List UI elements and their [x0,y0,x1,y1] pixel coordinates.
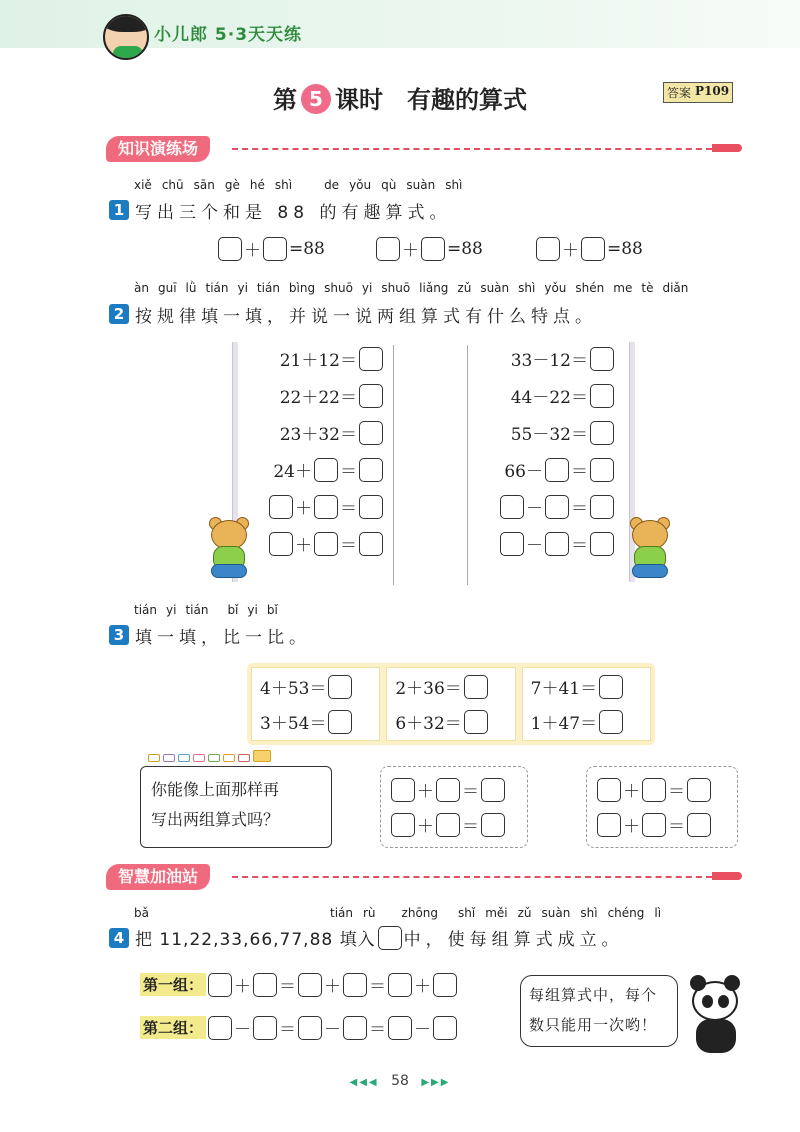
equation: ＋ ＝ [269,494,383,519]
answer-box[interactable] [545,495,569,519]
q4-pinyin [330,906,661,920]
pinyin: shì [274,178,293,192]
equation: － ＝ [500,531,614,556]
pinyin: tián [205,281,229,295]
lesson-number-badge: 5 [301,84,331,114]
answer-box[interactable] [433,973,457,997]
equation [280,383,383,408]
pinyin: xiě [134,178,152,192]
title-prefix: 第 [273,86,297,114]
answer-box[interactable] [597,778,621,802]
answer-box[interactable] [298,1016,322,1040]
answer-box[interactable] [545,532,569,556]
pinyin: shì [580,906,598,920]
pinyin: yǒu [544,281,567,295]
answer-box[interactable] [328,710,352,734]
equation [260,674,379,699]
equation-text: 2＋36＝ [395,679,462,699]
answer-box[interactable] [263,237,287,261]
q1-pinyin [134,178,462,192]
answer-box[interactable] [218,237,242,261]
pinyin: qù [381,178,397,192]
equation-text: 66－ [504,462,543,482]
pinyin: yǒu [349,178,372,192]
pinyin: zhōng [401,906,439,920]
pinyin: shì [445,178,463,192]
equation [395,674,514,699]
answer-box[interactable] [687,778,711,802]
pinyin: suàn [480,281,510,295]
equation: 24＋ ＝ [273,457,383,482]
pinyin: bǐ [266,603,278,617]
equation-text: 6＋32＝ [395,714,462,734]
pinyin: lì [654,906,662,920]
equation: ＋ =88 [536,236,643,261]
train-icon [148,754,271,762]
equation-text: 33－12＝ [510,351,588,371]
question-number: 1 [109,200,129,220]
pinyin: chū [161,178,184,192]
right-arrows-icon: ▶▶▶ [421,1077,451,1088]
group-one-equation: 第一组： ＋ ＝ ＋ ＝ ＋ [140,972,457,997]
answer-box[interactable] [599,675,623,699]
equation-text: 3＋54＝ [260,714,327,734]
answer-label: 答案 [667,86,692,100]
answer-box[interactable] [314,458,338,482]
mascot-boy-icon [103,14,149,60]
section-divider [232,148,712,150]
answer-box[interactable] [208,1016,232,1040]
answer-box[interactable] [642,778,666,802]
answer-box[interactable] [269,532,293,556]
pinyin: měi [485,906,508,920]
answer-box[interactable] [376,237,400,261]
right-column-rule [467,345,468,585]
section-banner-practice: 知识演练场 [106,136,210,162]
equation [511,420,614,445]
compare-group [386,667,515,741]
equation [280,346,383,371]
answer-box[interactable] [314,495,338,519]
equation-text: 7＋41＝ [530,679,598,699]
answer-box[interactable] [642,813,666,837]
equation: 66－ ＝ [504,457,614,482]
answer-box[interactable] [359,532,383,556]
question-text [135,925,624,950]
answer-box[interactable] [436,778,460,802]
answer-box[interactable] [599,710,623,734]
compare-group [251,667,380,741]
equation-text: 22＋22＝ [279,388,357,408]
equation: ＋ =88 [376,236,483,261]
pinyin: diǎn [662,281,689,295]
equation [511,383,614,408]
answer-box[interactable] [464,710,488,734]
answer-box[interactable] [590,384,614,408]
pinyin: yi [166,603,177,617]
question-text: 写出三个和是 88 的有趣算式。 [135,203,452,223]
equation: ＋ ＝ [597,812,737,837]
equation [531,674,650,699]
equation [531,709,650,734]
pinyin: tè [641,281,654,295]
pinyin: me [613,281,633,295]
question-number: 4 [109,928,129,948]
equation-result: =88 [447,238,483,259]
answer-box[interactable] [343,973,367,997]
equation: ＋ ＝ [391,812,527,837]
equation [280,420,383,445]
answer-box[interactable] [590,458,614,482]
answer-box[interactable] [298,973,322,997]
panda-mascot-icon [690,975,742,1055]
pinyin: yi [247,603,258,617]
answer-box[interactable] [359,421,383,445]
question-text: 填一填，比一比。 [135,628,311,648]
pinyin: gè [224,178,240,192]
answer-box[interactable] [388,973,412,997]
pinyin: zǔ [457,281,472,295]
answer-box[interactable] [590,532,614,556]
pinyin: suàn [541,906,571,920]
equation-text: 21＋12＝ [279,351,357,371]
pinyin: tián [256,281,280,295]
answer-box[interactable] [269,495,293,519]
pinyin: de [324,178,340,192]
equation: － ＝ [500,494,614,519]
pinyin: bǐ [227,603,239,617]
equation-text: 44－22＝ [510,388,588,408]
equation: ＋ =88 [218,236,325,261]
equation [260,709,379,734]
pinyin: rù [363,906,376,920]
pinyin: hé [249,178,265,192]
answer-box[interactable] [253,1016,277,1040]
pinyin: zǔ [517,906,532,920]
group-two-equation: 第二组： － ＝ － ＝ － [140,1015,457,1040]
sample-box-icon [378,926,402,950]
answer-box[interactable] [481,778,505,802]
answer-box[interactable] [328,675,352,699]
answer-box[interactable] [481,813,505,837]
group-label: 第二组： [140,1016,206,1039]
pencil-icon [712,144,742,152]
equation-text: 4＋53＝ [260,679,327,699]
pinyin: lǜ [185,281,197,295]
answer-box[interactable] [433,1016,457,1040]
left-column-rule [393,345,394,585]
question-text-part: 中，使每组算式成立。 [403,930,624,950]
answer-box[interactable] [500,532,524,556]
question-number: 2 [109,304,129,324]
equation [511,346,614,371]
equation-text: 23＋32＝ [279,425,357,445]
pinyin: shǐ [458,906,476,920]
pinyin: sān [193,178,215,192]
pinyin: chéng [607,906,645,920]
right-equation-column [486,346,614,556]
answer-box[interactable] [359,495,383,519]
pinyin: suàn [406,178,436,192]
equation: ＋ ＝ [391,777,527,802]
answer-reference [663,82,733,103]
prompt-box [140,766,332,848]
answer-box[interactable] [359,347,383,371]
answer-box[interactable] [359,384,383,408]
title-suffix: 课时 有趣的算式 [335,86,527,114]
pinyin: shì [518,281,536,295]
section-divider [232,876,712,878]
equation: ＋ ＝ [597,777,737,802]
answer-box[interactable] [464,675,488,699]
pinyin: tián [330,906,353,920]
page-number: 58 [391,1073,409,1089]
pinyin: guī [157,281,177,295]
answer-box[interactable] [253,973,277,997]
hint-line: 数只能用一次哟！ [529,1016,658,1034]
answer-box[interactable] [391,778,415,802]
prompt-line: 写出两组算式吗？ [151,810,280,829]
brand-logo: 小儿郎 5·3天天练 [154,25,303,45]
answer-box[interactable] [590,421,614,445]
equation-text: 55－32＝ [510,425,588,445]
answer-page: P109 [695,84,730,98]
pinyin: yi [237,281,248,295]
left-arrows-icon: ◀◀◀ [349,1077,379,1088]
hint-line: 每组算式中，每个 [529,986,658,1004]
pinyin: bǎ [134,906,149,920]
answer-box[interactable] [314,532,338,556]
pinyin: yi [361,281,373,295]
bear-mascot-icon [207,520,251,580]
pinyin: liǎng [419,281,449,295]
answer-box[interactable] [597,813,621,837]
answer-box[interactable] [436,813,460,837]
left-equation-column [255,346,383,556]
pinyin: shuō [324,281,353,295]
pinyin: bìng [288,281,316,295]
answer-box[interactable] [590,347,614,371]
question-text: 按规律填一填，并说一说两组算式有什么特点。 [135,307,597,327]
answer-box[interactable] [359,458,383,482]
pinyin: shuō [381,281,411,295]
pinyin: àn [134,281,149,295]
write-equations-area [380,766,528,848]
page-footer [0,1073,800,1089]
answer-box[interactable] [391,813,415,837]
answer-box[interactable] [421,237,445,261]
answer-box[interactable] [581,237,605,261]
pinyin: shén [575,281,605,295]
section-banner-challenge: 智慧加油站 [106,864,210,890]
question-text-part: 把 11,22,33,66,77,88 填入 [135,930,376,950]
group-label: 第一组： [140,973,206,996]
write-equations-area [586,766,738,848]
answer-box[interactable] [208,973,232,997]
answer-box[interactable] [687,813,711,837]
pencil-icon [712,872,742,880]
q3-pinyin [134,603,278,617]
answer-box[interactable] [590,495,614,519]
prompt-line: 你能像上面那样再 [151,780,280,799]
pinyin: tián [185,603,209,617]
equation-text: 1＋47＝ [530,714,598,734]
answer-box[interactable] [536,237,560,261]
compare-group [522,667,651,741]
bear-mascot-icon [628,520,672,580]
question-number: 3 [109,625,129,645]
equation: ＋ ＝ [269,531,383,556]
equation-text: 24＋ [273,462,312,482]
answer-box[interactable] [500,495,524,519]
answer-box[interactable] [545,458,569,482]
pinyin: tián [134,603,157,617]
answer-box[interactable] [343,1016,367,1040]
compare-panel [247,663,655,745]
answer-box[interactable] [388,1016,412,1040]
equation [395,709,514,734]
q2-pinyin [134,281,688,295]
hint-speech-bubble [520,975,678,1047]
equation-result: =88 [289,238,325,259]
equation-result: =88 [607,238,643,259]
